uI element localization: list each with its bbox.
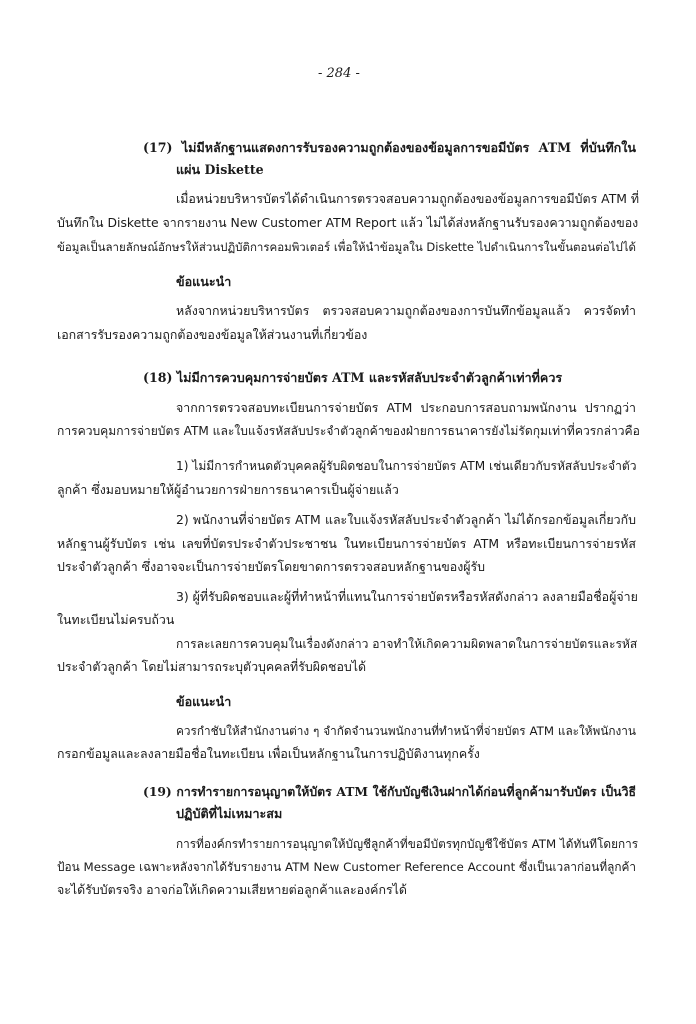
- section-17-paragraph: บันทึกใน Diskette จากรายงาน New Customer ATM Report แล้ว ไม่ได้ส่งหลักฐานรับรองความถูกต้องของ: [57, 215, 639, 230]
- section-18-conclusion: การละเลยการควบคุมในเรื่องดังกล่าว อาจทำให้เกิดความผิดพลาดในการจ่ายบัตรและรหัส: [176, 637, 638, 651]
- section-19-heading: (19) การทำรายการอนุญาตให้บัตร ATM ใช้กับบัญชีเงินฝากได้ก่อนที่ลูกค้ามารับบัตร เป็นวิธี: [143, 784, 636, 799]
- section-18-item-3: 3) ผู้ที่รับผิดชอบและผู้ที่ทำหน้าที่แทนในการจ่ายบัตรหรือรหัสดังกล่าว ลงลายมือชื่อผู้จ่าย: [176, 589, 638, 604]
- page-number: - 284 -: [318, 66, 360, 81]
- section-18-item-2: 2) พนักงานที่จ่ายบัตร ATM และใบแจ้งรหัสลับประจำตัวลูกค้า ไม่ได้กรอกข้อมูลเกี่ยวกับ: [176, 512, 636, 527]
- section-19-heading-cont: ปฏิบัติที่ไม่เหมาะสม: [176, 806, 283, 821]
- section-19-paragraph: จะได้รับบัตรจริง อาจก่อให้เกิดความเสียหายต่อลูกค้าและองค์กรได้: [57, 882, 407, 897]
- section-18-recommendation-heading: ข้อแนะนำ: [176, 694, 232, 709]
- section-19-paragraph: ป้อน Message เฉพาะหลังจากได้รับรายงาน ATM New Customer Reference Account ซึ่งเป็นเวลาก่อนที่ลูกค้า: [57, 860, 636, 874]
- section-19-paragraph: การที่องค์กรทำรายการอนุญาตให้บัญชีลูกค้าที่ขอมีบัตรทุกบัญชีใช้บัตร ATM ได้ทันทีโดยการ: [176, 837, 639, 851]
- section-18-item-3: ในทะเบียนไม่ครบถ้วน: [57, 612, 175, 627]
- section-18-heading: (18) ไม่มีการควบคุมการจ่ายบัตร ATM และรหัสลับประจำตัวลูกค้าเท่าที่ควร: [143, 370, 563, 385]
- section-18-conclusion: ประจำตัวลูกค้า โดยไม่สามารถระบุตัวบุคคลที่รับผิดชอบได้: [57, 659, 367, 674]
- section-18-item-1: ลูกค้า ซึ่งมอบหมายให้ผู้อำนวยการฝ่ายการธนาคารเป็นผู้จ่ายแล้ว: [57, 482, 399, 497]
- section-17-paragraph: ข้อมูลเป็นลายลักษณ์อักษรให้ส่วนปฏิบัติการคอมพิวเตอร์ เพื่อให้นำข้อมูลใน Diskette ไปดำเนินการในขั้นตอนต่อไปได้: [57, 240, 636, 254]
- section-18-item-1: 1) ไม่มีการกำหนดตัวบุคคลผู้รับผิดชอบในการจ่ายบัตร ATM เช่นเดียวกับรหัสลับประจำตัว: [176, 459, 637, 473]
- section-18-paragraph: จากการตรวจสอบทะเบียนการจ่ายบัตร ATM ประกอบการสอบถามพนักงาน ปรากฏว่า: [176, 400, 636, 415]
- section-17-heading: (17) ไม่มีหลักฐานแสดงการรับรองความถูกต้องของข้อมูลการขอมีบัตร ATM ที่บันทึกใน: [143, 140, 636, 155]
- section-18-recommendation: ควรกำชับให้สำนักงานต่าง ๆ จำกัดจำนวนพนักงานที่ทำหน้าที่จ่ายบัตร ATM และให้พนักงาน: [176, 724, 636, 738]
- section-18-recommendation: กรอกข้อมูลและลงลายมือชื่อในทะเบียน เพื่อเป็นหลักฐานในการปฏิบัติงานทุกครั้ง: [57, 746, 480, 761]
- section-17-recommendation: หลังจากหน่วยบริหารบัตร ตรวจสอบความถูกต้องของการบันทึกข้อมูลแล้ว ควรจัดทำ: [176, 303, 636, 318]
- section-18-item-2: หลักฐานผู้รับบัตร เช่น เลขที่บัตรประจำตัวประชาชน ในทะเบียนการจ่ายบัตร ATM หรือทะเบียนการจ่ายรหัส: [57, 536, 636, 551]
- section-18-paragraph: การควบคุมการจ่ายบัตร ATM และใบแจ้งรหัสลับประจำตัวลูกค้าของฝ่ายการธนาคารยังไม่รัดกุมเท่าที่ควรกล่าวคือ: [57, 424, 640, 438]
- section-17-recommendation-heading: ข้อแนะนำ: [176, 274, 232, 289]
- section-17-heading-cont: แผ่น Diskette: [176, 162, 264, 177]
- section-18-item-2: ประจำตัวลูกค้า ซึ่งอาจจะเป็นการจ่ายบัตรโดยขาดการตรวจสอบหลักฐานของผู้รับ: [57, 559, 486, 574]
- section-17-recommendation: เอกสารรับรองความถูกต้องของข้อมูลให้ส่วนงานที่เกี่ยวข้อง: [57, 327, 368, 342]
- section-17-paragraph: เมื่อหน่วยบริหารบัตรได้ดำเนินการตรวจสอบความถูกต้องของข้อมูลการขอมีบัตร ATM ที่: [176, 191, 640, 206]
